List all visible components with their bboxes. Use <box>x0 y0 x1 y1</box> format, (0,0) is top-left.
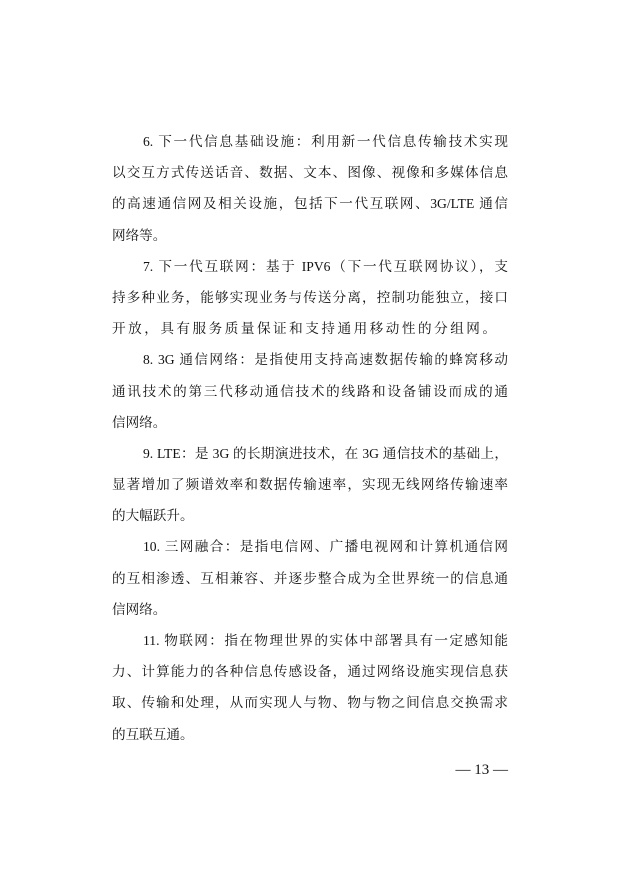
paragraph-item-10 <box>112 531 508 625</box>
text-line: 信网络。 <box>112 414 167 430</box>
text-line: 力、计算能力的各种信息传感设备，通过网络设施实现信息获 <box>112 664 508 680</box>
paragraph-item-8 <box>112 344 508 438</box>
text-line: 取、传输和处理，从而实现人与物、物与物之间信息交换需求 <box>112 695 508 711</box>
text-line: 的互联互通。 <box>112 726 194 742</box>
text-line: 持多种业务，能够实现业务与传送分离，控制功能独立，接口 <box>112 289 508 305</box>
text-line: 10. 三网融合：是指电信网、广播电视网和计算机通信网 <box>143 539 508 555</box>
paragraph-item-9 <box>112 438 508 532</box>
text-line: 11. 物联网：指在物理世界的实体中部署具有一定感知能 <box>143 633 508 648</box>
text-line: 以交互方式传送话音、数据、文本、图像、视像和多媒体信息 <box>112 165 508 181</box>
text-line: 开放，具有服务质量保证和支持通用移动性的分组网。 <box>112 321 496 337</box>
page-number: — 13 — <box>455 762 508 778</box>
text-line: 显著增加了频谱效率和数据传输速率，实现无线网络传输速率 <box>112 477 508 493</box>
text-line: 8. 3G 通信网络：是指使用支持高速数据传输的蜂窝移动 <box>143 352 508 368</box>
text-line: 网络等。 <box>112 227 167 243</box>
text-line: 9. LTE：是 3G 的长期演进技术，在 3G 通信技术的基础上， <box>143 445 508 461</box>
paragraph-item-6 <box>112 126 508 251</box>
text-line: 通讯技术的第三代移动通信技术的线路和设备铺设而成的通 <box>112 383 508 399</box>
document-body <box>112 126 508 750</box>
text-line: 6. 下一代信息基础设施：利用新一代信息传输技术实现 <box>143 134 508 149</box>
text-line: 的大幅跃升。 <box>112 508 194 524</box>
text-line: 信网络。 <box>112 601 167 617</box>
paragraph-item-11 <box>112 625 508 750</box>
text-line: 的高速通信网及相关设施，包括下一代互联网、3G/LTE 通信 <box>112 196 508 212</box>
text-line: 7. 下一代互联网：基于 IPV6（下一代互联网协议），支 <box>143 258 508 274</box>
paragraph-item-7 <box>112 251 508 345</box>
text-line: 的互相渗透、互相兼容、并逐步整合成为全世界统一的信息通 <box>112 570 508 586</box>
